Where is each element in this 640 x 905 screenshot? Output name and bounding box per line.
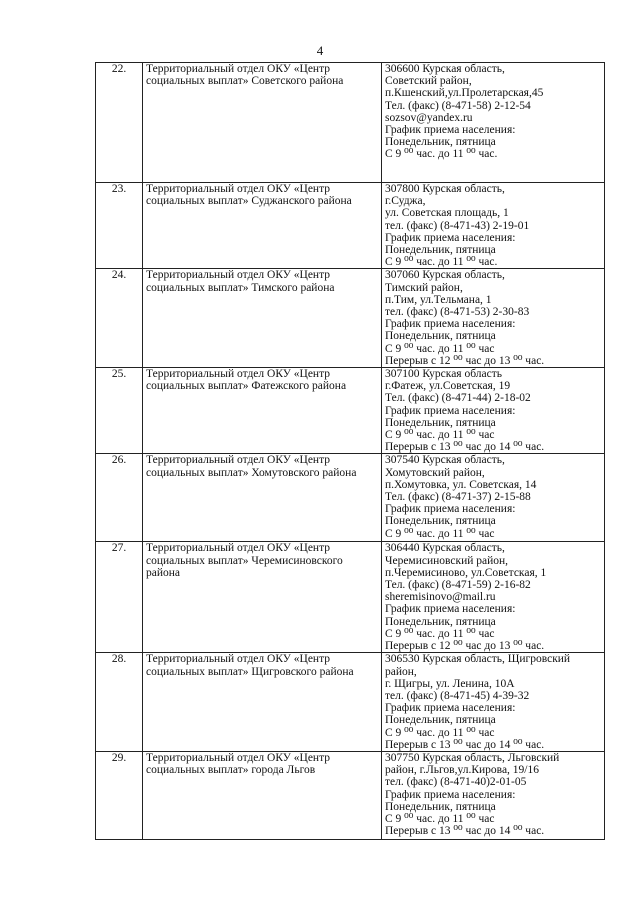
address-line: 306440 Курская область, bbox=[385, 542, 505, 555]
address-line: Понедельник, пятница bbox=[385, 714, 496, 727]
address-line: Перерыв с 13 ⁰⁰ час до 14 ⁰⁰ час. bbox=[385, 825, 545, 838]
address-line: С 9 ⁰⁰ час. до 11 ⁰⁰ час bbox=[385, 812, 495, 825]
address-line: г. Щигры, ул. Ленина, 10А bbox=[385, 677, 515, 690]
address-line: г.Фатеж, ул.Советская, 19 bbox=[385, 380, 511, 393]
row-number: 23. bbox=[96, 183, 143, 269]
office-name: Территориальный отдел ОКУ «Центр социальных выплат» Черемисиновского района bbox=[143, 542, 382, 653]
row-number: 22. bbox=[96, 63, 143, 183]
row-number: 28. bbox=[96, 653, 143, 752]
office-address-schedule bbox=[382, 542, 605, 653]
offices-table bbox=[95, 62, 605, 840]
office-name: Территориальный отдел ОКУ «Центр социальных выплат» города Льгов bbox=[143, 751, 382, 839]
address-line: Советский район, bbox=[385, 75, 472, 88]
office-address-schedule bbox=[382, 269, 605, 368]
address-line: тел. (факс) (8-471-43) 2-19-01 bbox=[385, 219, 530, 232]
office-name: Территориальный отдел ОКУ «Центр социальных выплат» Суджанского района bbox=[143, 183, 382, 269]
office-name: Территориальный отдел ОКУ «Центр социальных выплат» Тимского района bbox=[143, 269, 382, 368]
page-number: 4 bbox=[316, 43, 324, 58]
office-name: Территориальный отдел ОКУ «Центр социальных выплат» Фатежского района bbox=[143, 368, 382, 454]
address-line: п.Черемисиново, ул.Советская, 1 bbox=[385, 566, 547, 579]
address-line: Тел. (факс) (8-471-59) 2-16-82 bbox=[385, 579, 531, 592]
office-name: Территориальный отдел ОКУ «Центр социальных выплат» Советского района bbox=[143, 63, 382, 183]
table-row bbox=[96, 269, 605, 368]
table-row bbox=[96, 751, 605, 839]
table-row bbox=[96, 183, 605, 269]
address-line: п.Хомутовка, ул. Советская, 14 bbox=[385, 478, 537, 491]
address-line: тел. (факс) (8-471-53) 2-30-83 bbox=[385, 306, 530, 319]
address-line: sozsov@yandex.ru bbox=[385, 111, 473, 124]
address-line: Тел. (факс) (8-471-44) 2-18-02 bbox=[385, 392, 531, 405]
address-line: Хомутовский район, bbox=[385, 466, 485, 479]
row-number: 27. bbox=[96, 542, 143, 653]
address-line: Перерыв с 13 ⁰⁰ час до 14 ⁰⁰ час. bbox=[385, 441, 545, 454]
table-row bbox=[96, 368, 605, 454]
table-row bbox=[96, 63, 605, 183]
address-line: С 9 ⁰⁰ час. до 11 ⁰⁰ час bbox=[385, 429, 495, 442]
address-line: С 9 ⁰⁰ час. до 11 ⁰⁰ час. bbox=[385, 256, 498, 269]
office-address-schedule bbox=[382, 653, 605, 752]
address-line: График приема населения: bbox=[385, 503, 516, 516]
address-line: 307100 Курская область bbox=[385, 368, 502, 381]
address-line: График приема населения: bbox=[385, 231, 516, 244]
address-line: Перерыв с 13 ⁰⁰ час до 14 ⁰⁰ час. bbox=[385, 738, 545, 751]
address-line: Перерыв с 12 ⁰⁰ час до 13 ⁰⁰ час. bbox=[385, 354, 545, 367]
office-address-schedule bbox=[382, 751, 605, 839]
address-line: г.Суджа, bbox=[385, 195, 426, 208]
row-number: 25. bbox=[96, 368, 143, 454]
address-line: Понедельник, пятница bbox=[385, 244, 496, 257]
table-row bbox=[96, 454, 605, 542]
address-line: С 9 ⁰⁰ час. до 11 ⁰⁰ час bbox=[385, 527, 495, 540]
row-number: 26. bbox=[96, 454, 143, 542]
address-line: п.Тим, ул.Тельмана, 1 bbox=[385, 293, 492, 306]
address-line: Черемисиновский район, bbox=[385, 554, 509, 567]
address-line: График приема населения: bbox=[385, 702, 516, 715]
address-line: 307060 Курская область, bbox=[385, 269, 505, 282]
address-line: 307800 Курская область, bbox=[385, 183, 505, 195]
office-address-schedule bbox=[382, 368, 605, 454]
office-address-schedule bbox=[382, 454, 605, 542]
address-line: sheremisinovo@mail.ru bbox=[385, 591, 496, 604]
address-line: С 9 ⁰⁰ час. до 11 ⁰⁰ час bbox=[385, 342, 495, 355]
address-line: Понедельник, пятница bbox=[385, 330, 496, 343]
address-line: Тимский район, bbox=[385, 281, 463, 294]
address-line: 306530 Курская область, Щигровский bbox=[385, 653, 571, 666]
address-line: С 9 ⁰⁰ час. до 11 ⁰⁰ час bbox=[385, 627, 495, 640]
address-line: Перерыв с 12 ⁰⁰ час до 13 ⁰⁰ час. bbox=[385, 640, 545, 653]
address-line: район, bbox=[385, 665, 417, 678]
address-line: Понедельник, пятница bbox=[385, 615, 496, 628]
address-line: 307750 Курская область, Льговский bbox=[385, 751, 560, 764]
address-line: Тел. (факс) (8-471-58) 2-12-54 bbox=[385, 99, 531, 112]
address-line: График приема населения: bbox=[385, 124, 516, 137]
address-line: С 9 ⁰⁰ час. до 11 ⁰⁰ час. bbox=[385, 148, 498, 161]
address-line: Понедельник, пятница bbox=[385, 515, 496, 528]
address-line: 306600 Курская область, bbox=[385, 63, 505, 75]
address-line: Понедельник, пятница bbox=[385, 136, 496, 149]
office-address-schedule bbox=[382, 63, 605, 183]
address-line: район, г.Льгов,ул.Кирова, 19/16 bbox=[385, 764, 539, 777]
office-address-schedule bbox=[382, 183, 605, 269]
address-line: График приема населения: bbox=[385, 404, 516, 417]
address-line: 307540 Курская область, bbox=[385, 454, 505, 467]
address-line: п.Кшенский,ул.Пролетарская,45 bbox=[385, 87, 544, 100]
address-line: Понедельник, пятница bbox=[385, 800, 496, 813]
address-line: График приема населения: bbox=[385, 318, 516, 331]
row-number: 24. bbox=[96, 269, 143, 368]
office-name: Территориальный отдел ОКУ «Центр социальных выплат» Щигровского района bbox=[143, 653, 382, 752]
address-line: С 9 ⁰⁰ час. до 11 ⁰⁰ час bbox=[385, 726, 495, 739]
address-line: ул. Советская площадь, 1 bbox=[385, 207, 509, 220]
address-line: тел. (факс) (8-471-45) 4-39-32 bbox=[385, 689, 530, 702]
address-line: Тел. (факс) (8-471-37) 2-15-88 bbox=[385, 491, 531, 504]
table-row bbox=[96, 653, 605, 752]
row-number: 29. bbox=[96, 751, 143, 839]
address-line: тел. (факс) (8-471-40)2-01-05 bbox=[385, 776, 527, 789]
address-line: Понедельник, пятница bbox=[385, 416, 496, 429]
address-line: График приема населения: bbox=[385, 603, 516, 616]
address-line: График приема населения: bbox=[385, 788, 516, 801]
office-name: Территориальный отдел ОКУ «Центр социальных выплат» Хомутовского района bbox=[143, 454, 382, 542]
table-row bbox=[96, 542, 605, 653]
